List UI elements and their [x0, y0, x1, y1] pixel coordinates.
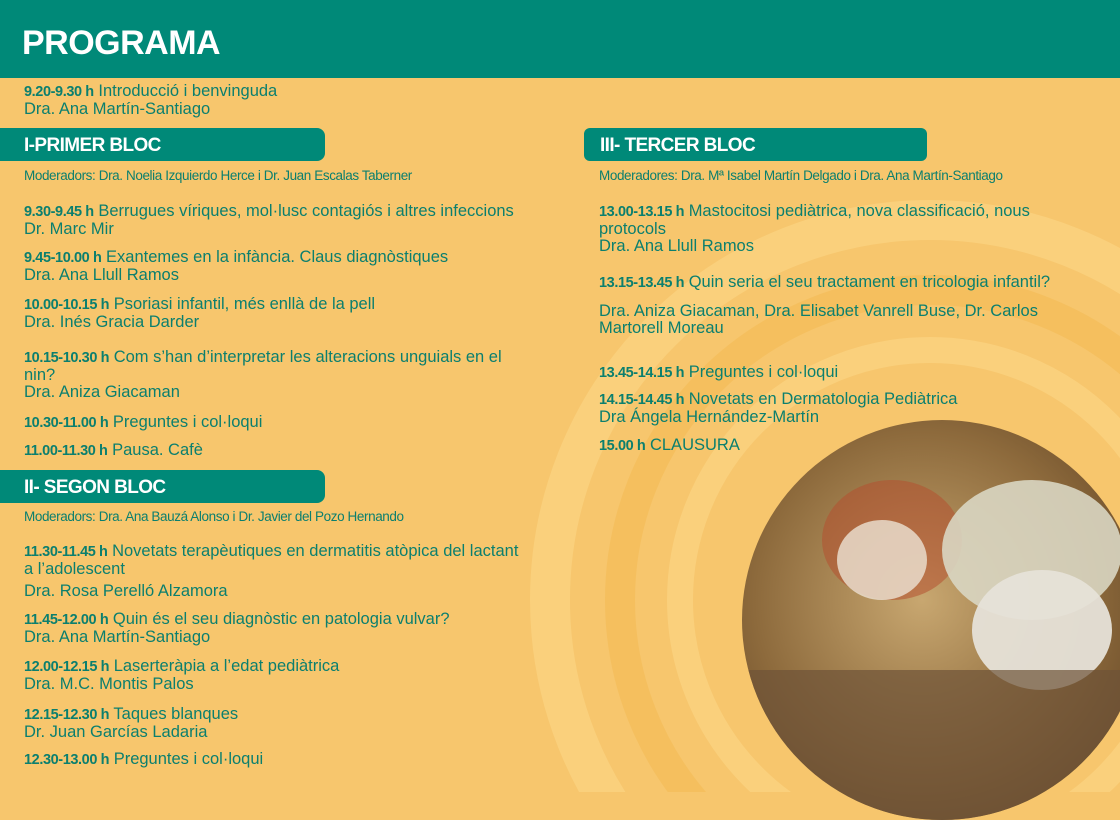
- bloc2-moderators: Moderadors: Dra. Ana Bauzá Alonso i Dr. Javier del Pozo Hernando: [24, 509, 404, 524]
- bloc2-title: II- SEGON BLOC: [24, 477, 166, 498]
- title: Novetats terapèutiques en dermatitis atòpica del lactant a l’adolescent: [24, 542, 519, 578]
- title: Psoriasi infantil, més enllà de la pell: [113, 295, 376, 313]
- speaker: Dr. Juan Garcías Ladaria: [24, 723, 208, 741]
- speaker: Dra. Rosa Perelló Alzamora: [24, 582, 228, 600]
- title: Introducció i benvinguda: [98, 82, 278, 100]
- program-item: [24, 658, 554, 693]
- speaker: Dr. Marc Mir: [24, 220, 114, 238]
- time: 14.15-14.45 h: [599, 392, 685, 408]
- page-title: PROGRAMA: [22, 24, 221, 62]
- time: 10.15-10.30 h: [24, 350, 110, 366]
- bloc3-title: III- TERCER BLOC: [600, 135, 756, 156]
- intro-item: [24, 83, 277, 118]
- program-item: [599, 391, 1089, 426]
- title: Preguntes i col·loqui: [113, 750, 264, 768]
- bloc2-header: [0, 470, 325, 503]
- bloc1-moderators: Moderadors: Dra. Noelia Izquierdo Herce i Dr. Juan Escalas Taberner: [24, 168, 412, 183]
- speaker: Dra. Ana Llull Ramos: [24, 266, 179, 284]
- title: Mastocitosi pediàtrica, nova classificació, nous protocols: [599, 202, 1030, 238]
- surgeons-photo: [742, 420, 1120, 820]
- bloc3-moderators: Moderadores: Dra. Mª Isabel Martín Delgado i Dra. Ana Martín-Santiago: [599, 168, 1003, 183]
- time: 12.30-13.00 h: [24, 752, 110, 768]
- time: 12.15-12.30 h: [24, 707, 110, 723]
- title: Quin seria el seu tractament en tricologia infantil?: [688, 273, 1051, 291]
- time: 11.45-12.00 h: [24, 612, 109, 628]
- program-item: [599, 274, 1079, 337]
- program-item: [599, 203, 1089, 255]
- speaker: Dra. Ana Martín-Santiago: [24, 100, 211, 118]
- time: 9.45-10.00 h: [24, 250, 102, 266]
- title: Pausa. Cafè: [112, 441, 203, 459]
- program-item: [599, 437, 1089, 455]
- title: Preguntes i col·loqui: [112, 413, 263, 431]
- time: 9.20-9.30 h: [24, 84, 94, 100]
- speaker: Dra. Ana Martín-Santiago: [24, 628, 211, 646]
- title: Taques blanques: [113, 705, 239, 723]
- time: 13.45-14.15 h: [599, 365, 685, 381]
- time: 12.00-12.15 h: [24, 659, 110, 675]
- program-item: [24, 706, 554, 741]
- speaker: Dra Ángela Hernández-Martín: [599, 408, 820, 426]
- title: Com s’han d’interpretar les alteracions unguials en el nin?: [24, 348, 502, 384]
- program-item: [24, 611, 554, 646]
- title: Preguntes i col·loqui: [688, 363, 839, 381]
- time: 10.00-10.15 h: [24, 297, 110, 313]
- time: 15.00 h: [599, 438, 646, 454]
- speaker: Dra. Aniza Giacaman: [24, 383, 180, 401]
- program-item: [24, 543, 524, 600]
- title: Berrugues víriques, mol·lusc contagiós i altres infeccions: [98, 202, 514, 220]
- program-item: [24, 751, 554, 769]
- bloc1-header: [0, 128, 325, 161]
- header-bar: [0, 0, 1120, 78]
- program-item: [24, 249, 554, 284]
- time: 10.30-11.00 h: [24, 415, 109, 431]
- time: 11.30-11.45 h: [24, 544, 108, 560]
- program-item: [24, 296, 554, 331]
- title: Novetats en Dermatologia Pediàtrica: [688, 390, 958, 408]
- title: Laserteràpia a l’edat pediàtrica: [113, 657, 340, 675]
- program-item: [599, 364, 1089, 382]
- program-item: [24, 203, 554, 238]
- program-item: [24, 442, 554, 460]
- time: 9.30-9.45 h: [24, 204, 94, 220]
- title: Exantemes en la infància. Claus diagnòstiques: [106, 248, 449, 266]
- title: Quin és el seu diagnòstic en patologia vulvar?: [112, 610, 450, 628]
- bloc1-title: I-PRIMER BLOC: [24, 135, 161, 156]
- time: 13.00-13.15 h: [599, 204, 685, 220]
- program-item: [24, 349, 534, 401]
- time: 11.00-11.30 h: [24, 443, 108, 459]
- program-item: [24, 414, 554, 432]
- speaker: Dra. Aniza Giacaman, Dra. Elisabet Vanrell Buse, Dr. Carlos Martorell Moreau: [599, 302, 1038, 337]
- time: 13.15-13.45 h: [599, 275, 685, 291]
- speaker: Dra. Inés Gracia Darder: [24, 313, 200, 331]
- title: CLAUSURA: [649, 436, 740, 454]
- speaker: Dra. Ana Llull Ramos: [599, 237, 754, 255]
- bloc3-header: [584, 128, 927, 161]
- speaker: Dra. M.C. Montis Palos: [24, 675, 194, 693]
